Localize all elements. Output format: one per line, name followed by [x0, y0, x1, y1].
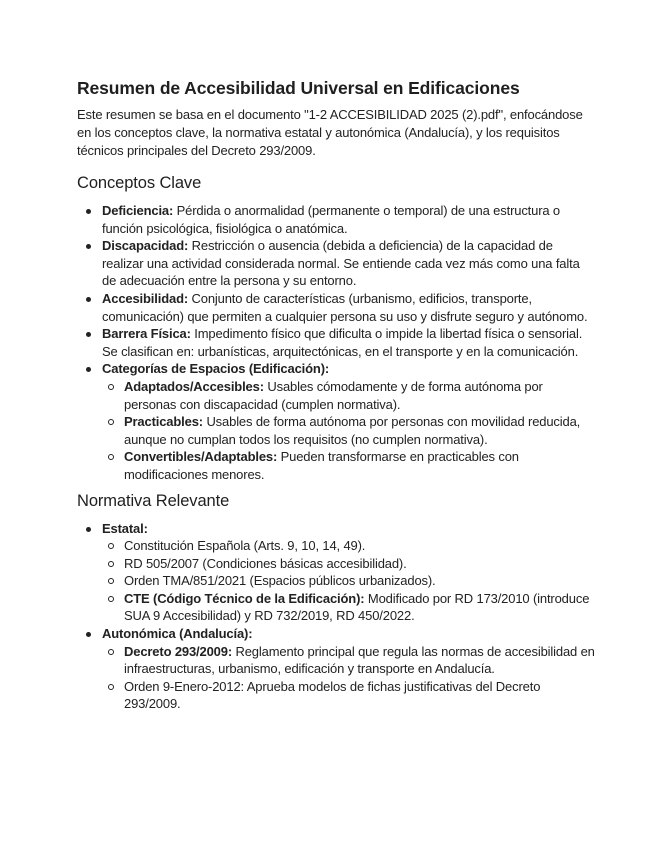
intro-paragraph: Este resumen se basa en el documento "1-2 ACCESIBILIDAD 2025 (2).pdf", enfocándose en los conceptos clave, la normativa estatal y autonómica (Andalucía), y los requisitos técnicos principales del Decreto 293/2009. [77, 107, 583, 158]
concept-term: Discapacidad: [102, 238, 189, 254]
regulation-text: Modificado por RD 173/2010 (introduce SUA 9 Accesibilidad) y RD 732/2019, RD 450/2022. [124, 590, 590, 624]
regulation-term: CTE (Código Técnico de la Edificación): [124, 590, 365, 606]
regulation-text: Orden 9-Enero-2012: Aprueba modelos de fichas justificativas del Decreto 293/2009. [124, 678, 541, 712]
concept-item [77, 202, 595, 237]
regulation-text: Orden TMA/851/2021 (Espacios públicos urbanizados). [124, 573, 436, 589]
concept-text: Restricción o ausencia (debida a deficiencia) de la capacidad de realizar una actividad considerada normal. Se entiende cada vez más como una falta de adecuación entre la persona y su entorno. [102, 238, 580, 289]
regional-regulation-list [102, 643, 595, 713]
space-category-item [102, 378, 595, 413]
concept-item [77, 325, 595, 360]
state-regulation-item [102, 572, 595, 590]
concept-term: Accesibilidad: [102, 290, 189, 306]
space-category-text: Pueden transformarse en practicables con modificaciones menores. [124, 449, 519, 482]
section-heading-regulation: Normativa Relevante [77, 491, 230, 510]
concept-term: Barrera Física: [102, 326, 191, 342]
regional-regulation-item [102, 643, 595, 678]
state-regulation-item [102, 590, 595, 625]
space-category-term: Adaptados/Accesibles: [124, 378, 264, 394]
regulation-text: RD 505/2007 (Condiciones básicas accesibilidad). [124, 555, 407, 571]
regulation-text: Constitución Española (Arts. 9, 10, 14, 49). [124, 538, 366, 554]
concept-term: Deficiencia: [102, 203, 174, 218]
state-label: Estatal: [102, 520, 148, 536]
regional-label: Autonómica (Andalucía): [102, 626, 253, 642]
concept-text: Pérdida o anormalidad (permanente o temporal) de una estructura o función psicológica, fisiológica o anatómica. [102, 203, 561, 236]
document-title: Resumen de Accesibilidad Universal en Edificaciones [77, 78, 520, 98]
regulation-group-state [77, 520, 595, 626]
state-regulation-list [102, 537, 595, 625]
space-category-item [102, 413, 595, 448]
regional-regulation-item [102, 678, 595, 713]
space-category-term: Practicables: [124, 414, 203, 430]
concepts-list [77, 202, 595, 484]
concept-text: Impedimento físico que dificulta o impide la libertad física o sensorial. Se clasifican en: urbanísticas, arquitectónicas, en el transporte y en la comunicación. [102, 326, 583, 359]
concept-item [77, 290, 595, 325]
concept-item [77, 237, 595, 290]
regulation-text: Reglamento principal que regula las normas de accesibilidad en infraestructuras, urbanismo, edificación y transporte en Andalucía. [124, 643, 595, 677]
concept-item [77, 360, 595, 483]
space-category-text: Usables de forma autónoma por personas con movilidad reducida, aunque no cumplan todos los requisitos (no cumplen normativa). [124, 414, 581, 447]
regulation-term: Decreto 293/2009: [124, 643, 233, 659]
space-category-item [102, 448, 595, 483]
regulation-list [77, 520, 595, 714]
space-category-text: Usables cómodamente y de forma autónoma por personas con discapacidad (cumplen normativa). [124, 378, 543, 412]
space-categories-list [102, 378, 595, 484]
space-category-term: Convertibles/Adaptables: [124, 449, 278, 465]
state-regulation-item [102, 555, 595, 573]
state-regulation-item [102, 537, 595, 555]
regulation-group-regional [77, 625, 595, 713]
section-heading-concepts: Conceptos Clave [77, 174, 202, 192]
concept-term: Categorías de Espacios (Edificación): [102, 361, 330, 377]
concept-text: Conjunto de características (urbanismo, edificios, transporte, comunicación) que permiten a cualquier persona su uso y disfrute seguro y autónomo. [102, 290, 588, 324]
